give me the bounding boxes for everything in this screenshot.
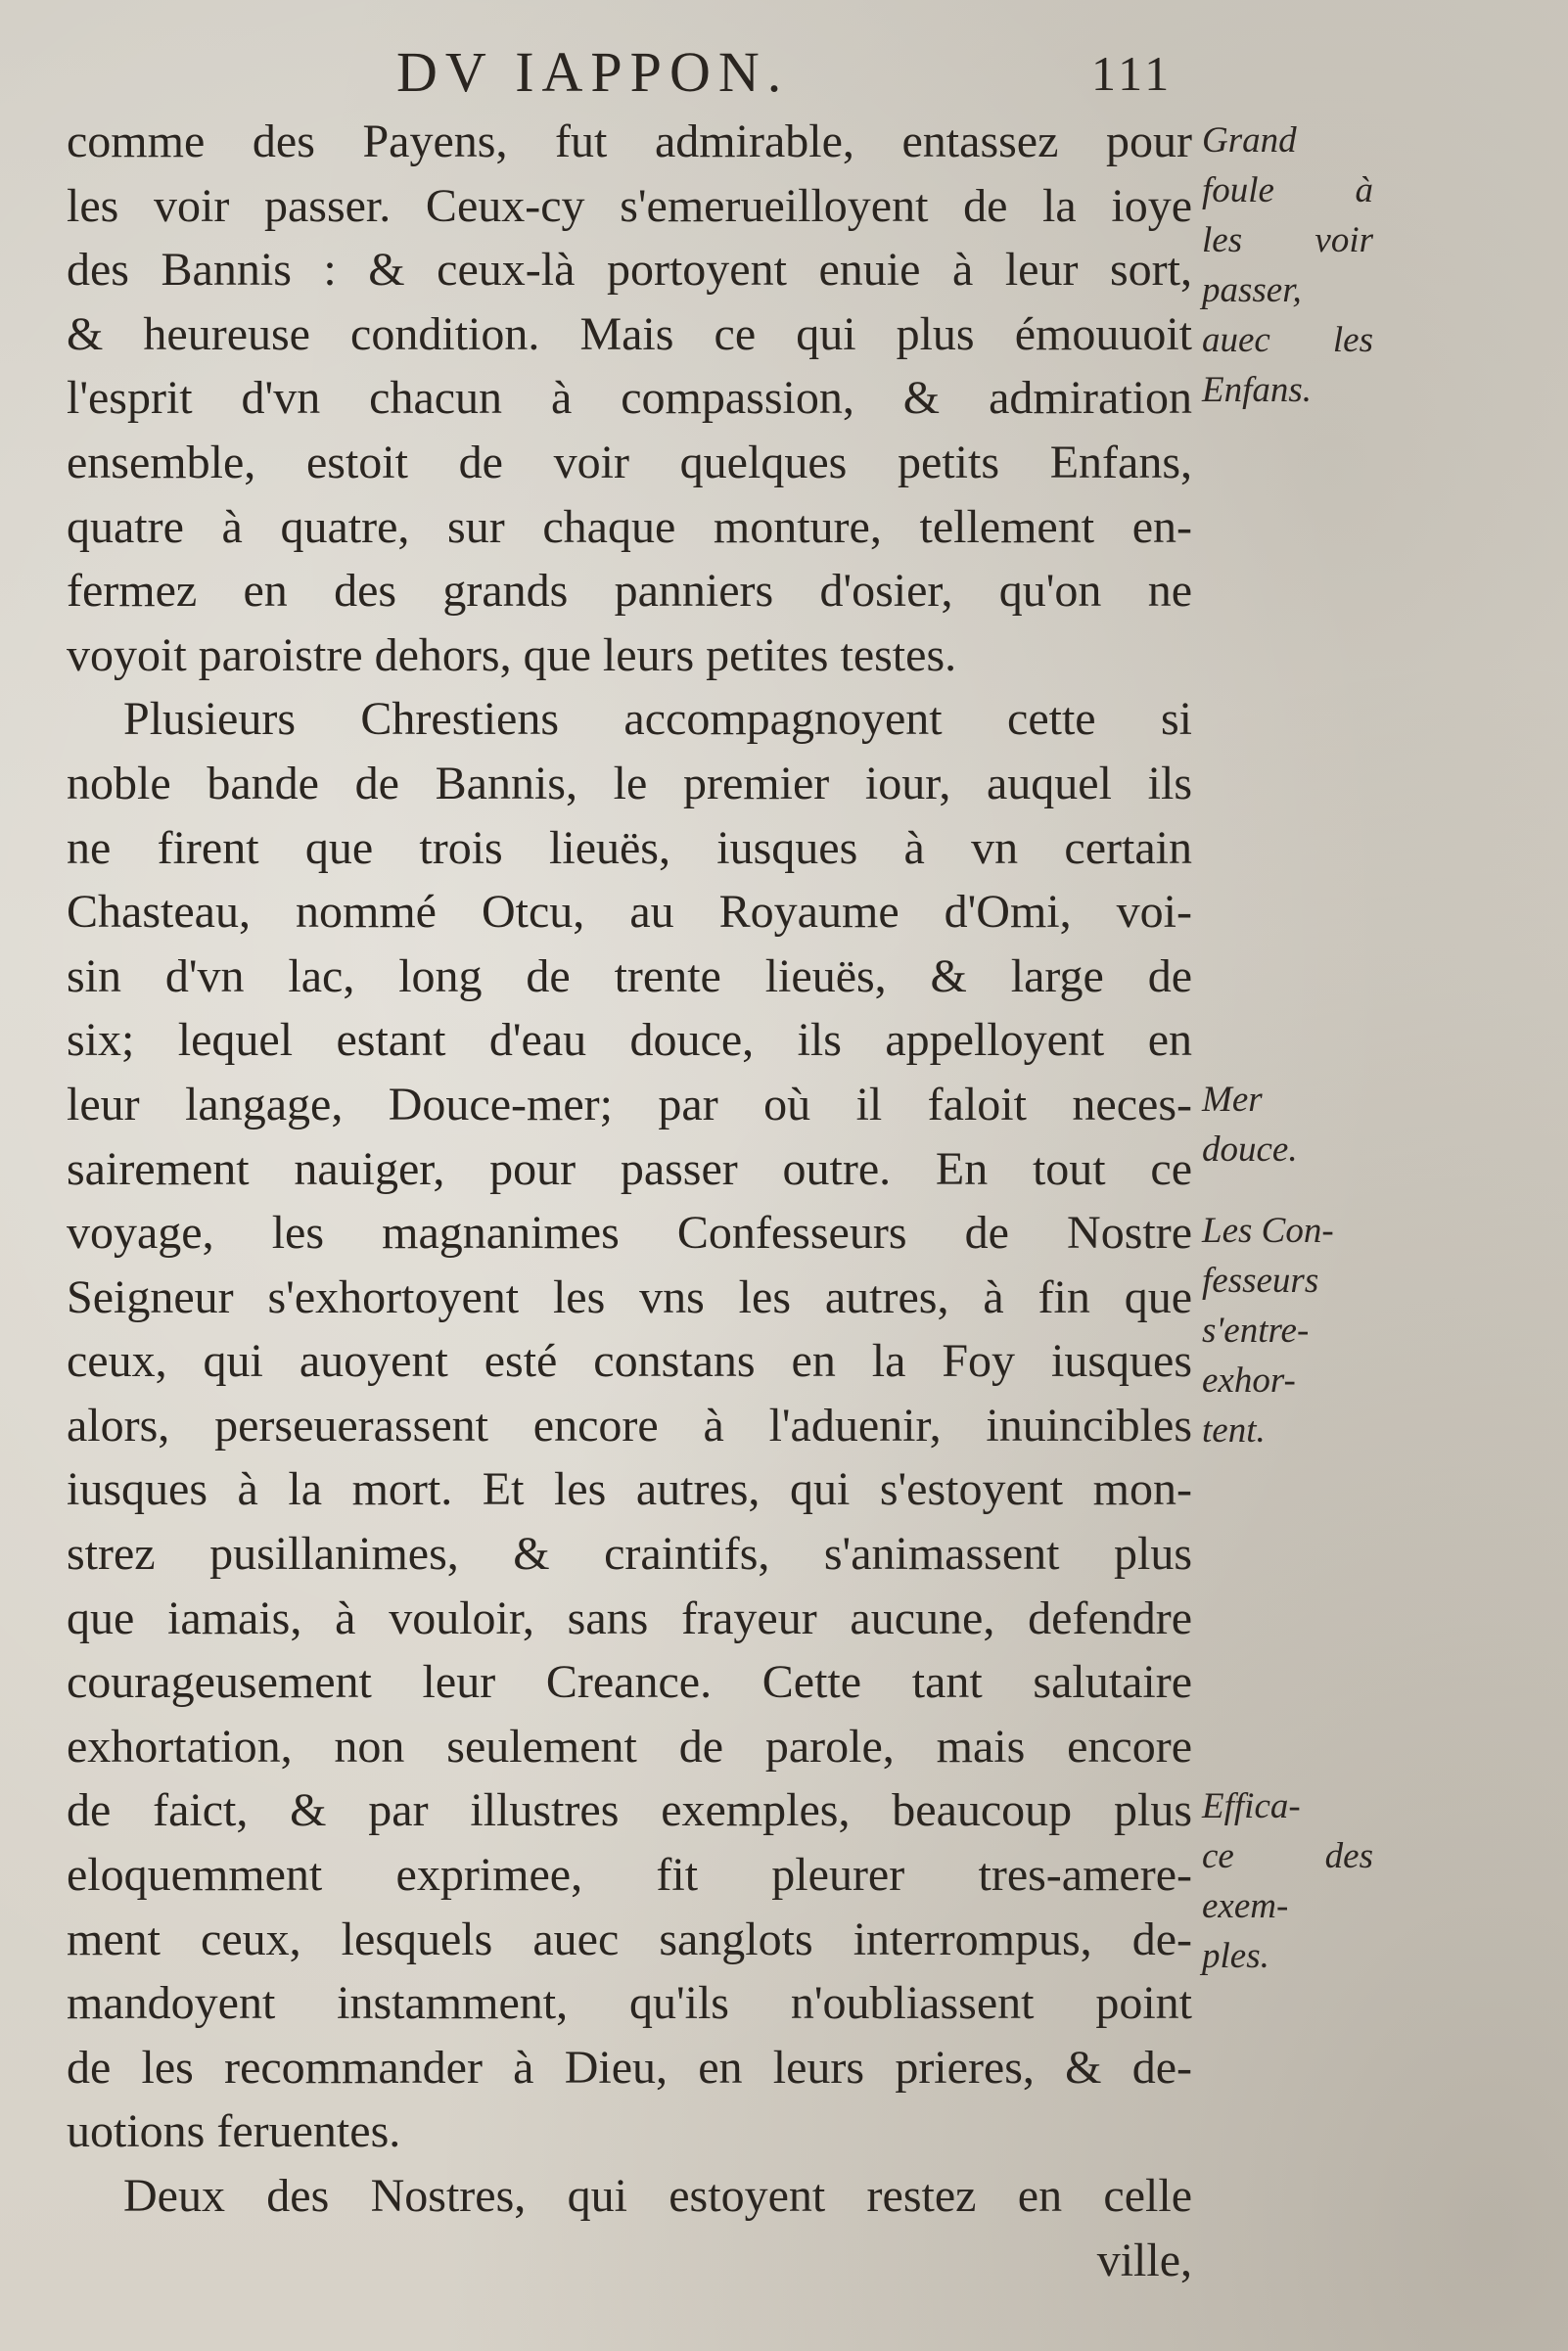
margin-note [1202,1206,1373,1455]
text-line: alors, perseuerassent encore à l'aduenir, inuincibles [67,1399,1192,1452]
note-line: douce. [1202,1129,1298,1170]
note-line: exhor- [1202,1360,1296,1401]
paragraph-start-line: Deux des Nostres, qui estoyent restez en celle [123,2170,1192,2222]
text-line: l'esprit d'vn chacun à compassion, & admiration [67,372,1192,425]
note-line: tent. [1202,1410,1266,1451]
note-line: Mer [1202,1080,1263,1120]
text-line: de les recommander à Dieu, en leurs prieres, & de- [67,2041,1192,2094]
note-line: foule à [1202,170,1373,210]
text-line: quatre à quatre, sur chaque monture, tellement en- [67,500,1192,553]
margin-note [1202,1075,1373,1175]
text-line: & heureuse condition. Mais ce qui plus émouuoit [67,307,1192,360]
text-line: comme des Payens, fut admirable, entassez pour [67,115,1192,167]
text-line: sairement nauiger, pour passer outre. En tout ce [67,1142,1192,1195]
text-line: de faict, & par illustres exemples, beaucoup plus [67,1784,1192,1837]
text-line: iusques à la mort. Et les autres, qui s'estoyent mon- [67,1463,1192,1516]
note-line: ce des [1202,1836,1373,1876]
note-line: les voir [1202,220,1373,260]
text-line: ne firent que trois lieuës, iusques à vn certain [67,821,1192,874]
note-line: Les Con- [1202,1211,1334,1251]
note-line: ples. [1202,1936,1269,1976]
paragraph-start-line: Plusieurs Chrestiens accompagnoyent cette si [123,693,1192,746]
margin-note [1202,1781,1373,1981]
note-line: Enfans. [1202,370,1313,410]
text-line: des Bannis : & ceux-là portoyent enuie à leur sort, [67,244,1192,297]
text-line: noble bande de Bannis, le premier iour, auquel ils [67,757,1192,809]
note-line: auec les [1202,320,1373,360]
note-line: exem- [1202,1886,1289,1926]
margin-note [1202,115,1373,415]
text-line: exhortation, non seulement de parole, mais encore [67,1720,1192,1773]
text-line: ment ceux, lesquels auec sanglots interrompus, de- [67,1913,1192,1965]
page-number: 111 [1091,46,1174,101]
text-line: ensemble, estoit de voir quelques petits Enfans, [67,436,1192,488]
text-line: leur langage, Douce-mer; par où il faloit neces- [67,1078,1192,1130]
text-line: ceux, qui auoyent esté constans en la Foy iusques [67,1335,1192,1388]
text-line: six; lequel estant d'eau douce, ils appelloyent en [67,1014,1192,1067]
running-title: DV IAPPON. [396,40,790,104]
note-line: Effica- [1202,1786,1301,1826]
text-line: uotions feruentes. [67,2105,401,2158]
margin-notes [1202,0,1378,2351]
text-line: voyoit paroistre dehors, que leurs petites testes. [67,628,957,681]
note-line: Grand [1202,120,1297,161]
text-line: fermez en des grands panniers d'osier, qu'on ne [67,565,1192,618]
text-line: voyage, les magnanimes Confesseurs de Nostre [67,1207,1192,1260]
note-line: fesseurs [1202,1261,1319,1301]
note-line: passer, [1202,270,1302,310]
text-line: courageusement leur Creance. Cette tant salutaire [67,1656,1192,1709]
text-line: que iamais, à vouloir, sans frayeur aucune, defendre [67,1591,1192,1644]
text-line: eloquemment exprimee, fit pleurer tres-amere- [67,1849,1192,1902]
text-line: mandoyent instamment, qu'ils n'oubliassent point [67,1977,1192,2030]
text-line: Chasteau, nommé Otcu, au Royaume d'Omi, voi- [67,886,1192,939]
catchword: ville, [1096,2234,1192,2286]
text-line: sin d'vn lac, long de trente lieuës, & large de [67,949,1192,1002]
text-line: Seigneur s'exhortoyent les vns les autres, à fin que [67,1270,1192,1323]
text-line: strez pusillanimes, & craintifs, s'animassent plus [67,1528,1192,1581]
main-text-block [67,110,1192,2292]
text-line: les voir passer. Ceux-cy s'emerueilloyent de la ioye [67,179,1192,232]
note-line: s'entre- [1202,1311,1310,1351]
